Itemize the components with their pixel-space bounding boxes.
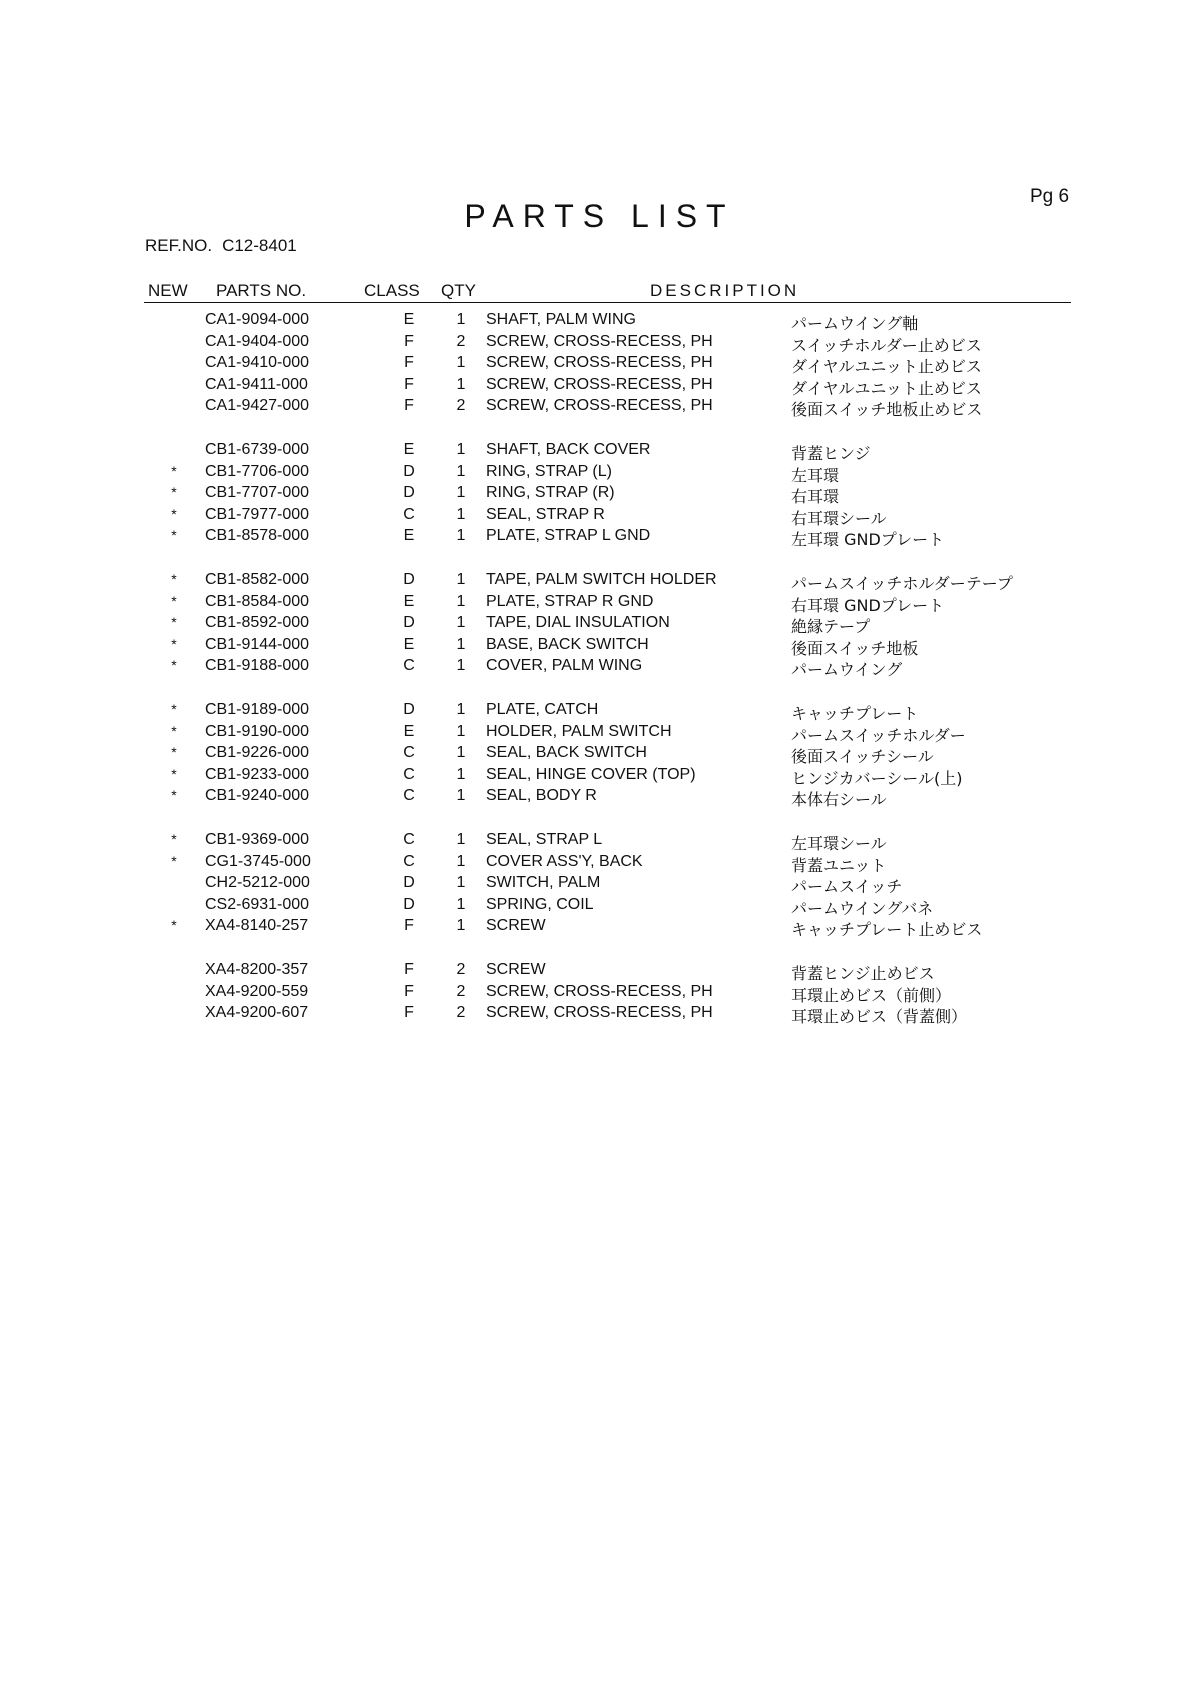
parts-number: CS2-6931-000 bbox=[205, 895, 310, 913]
parts-description-jp: キャッチプレート止めビス bbox=[791, 920, 983, 940]
ref-value: C12-8401 bbox=[222, 236, 297, 255]
parts-description: COVER, PALM WING bbox=[486, 657, 643, 675]
parts-qty: 1 bbox=[456, 787, 466, 805]
parts-number: CB1-9369-000 bbox=[205, 831, 310, 848]
parts-description-jp: 右耳環シール bbox=[791, 508, 887, 528]
header-qty: QTY bbox=[441, 281, 476, 300]
parts-description: RING, STRAP (R) bbox=[486, 484, 615, 502]
parts-number: CB1-8582-000 bbox=[205, 571, 310, 588]
parts-number: CA1-9427-000 bbox=[205, 397, 310, 415]
parts-description-jp: パームスイッチホルダー bbox=[791, 725, 966, 745]
parts-number: XA4-9200-559 bbox=[205, 982, 309, 1000]
parts-number: CA1-9404-000 bbox=[205, 332, 310, 350]
parts-class: F bbox=[404, 397, 414, 415]
new-marker: * bbox=[171, 744, 177, 761]
header-divider bbox=[144, 302, 1071, 303]
parts-description-jp: 後面スイッチ地板止めビス bbox=[791, 400, 983, 420]
new-marker: * bbox=[171, 852, 177, 869]
parts-description: TAPE, PALM SWITCH HOLDER bbox=[486, 571, 717, 588]
parts-description-jp: ダイヤルユニット止めビス bbox=[791, 378, 982, 398]
parts-description: SCREW, CROSS-RECESS, PH bbox=[486, 982, 713, 1000]
parts-description-jp: キャッチプレート bbox=[791, 704, 919, 723]
parts-description-jp: パームウイング bbox=[791, 660, 903, 680]
table-row bbox=[0, 657, 1199, 679]
table-row bbox=[0, 636, 1199, 658]
parts-qty: 2 bbox=[456, 397, 466, 415]
parts-number: CA1-9094-000 bbox=[205, 311, 310, 328]
table-row bbox=[0, 831, 1199, 853]
parts-description: SHAFT, BACK COVER bbox=[486, 441, 651, 458]
table-row bbox=[0, 744, 1199, 766]
parts-class: F bbox=[404, 354, 414, 372]
parts-description-jp: パームウイング軸 bbox=[791, 314, 919, 333]
parts-description: SCREW, CROSS-RECESS, PH bbox=[486, 397, 713, 415]
parts-number: CB1-8584-000 bbox=[205, 592, 310, 610]
table-row bbox=[0, 376, 1199, 398]
parts-description: SCREW bbox=[486, 961, 546, 978]
table-row bbox=[0, 896, 1199, 918]
parts-qty: 1 bbox=[456, 744, 466, 762]
parts-qty: 1 bbox=[456, 571, 466, 588]
new-marker: * bbox=[171, 592, 177, 609]
parts-qty: 1 bbox=[456, 505, 466, 523]
table-row bbox=[0, 484, 1199, 506]
page-number: Pg 6 bbox=[1030, 186, 1070, 207]
table-row bbox=[0, 593, 1199, 615]
parts-number: CB1-7706-000 bbox=[205, 462, 310, 480]
parts-description: COVER ASS'Y, BACK bbox=[486, 852, 643, 870]
parts-description-jp: 後面スイッチシール bbox=[791, 747, 934, 767]
parts-description: SWITCH, PALM bbox=[486, 874, 601, 892]
parts-description-jp: 右耳環 bbox=[791, 487, 840, 507]
parts-qty: 1 bbox=[456, 722, 466, 740]
parts-number: CB1-7707-000 bbox=[205, 484, 310, 502]
parts-qty: 2 bbox=[456, 961, 466, 978]
new-marker: * bbox=[171, 787, 177, 804]
table-row bbox=[0, 1004, 1199, 1026]
parts-class: E bbox=[403, 635, 415, 653]
parts-description: HOLDER, PALM SWITCH bbox=[486, 722, 672, 740]
table-row bbox=[0, 354, 1199, 376]
parts-qty: 1 bbox=[456, 852, 466, 870]
parts-description: SPRING, COIL bbox=[486, 895, 594, 913]
parts-description-jp: 左耳環 bbox=[791, 465, 840, 485]
table-row bbox=[0, 787, 1199, 809]
parts-description: PLATE, CATCH bbox=[486, 701, 599, 718]
parts-description-jp: 耳環止めビス（前側） bbox=[791, 985, 952, 1005]
new-marker: * bbox=[171, 505, 177, 522]
ref-number bbox=[145, 236, 297, 256]
parts-qty: 1 bbox=[456, 895, 466, 913]
parts-class: F bbox=[404, 961, 414, 978]
parts-description-jp: 右耳環 GNDプレート bbox=[791, 595, 945, 615]
parts-description: SCREW, CROSS-RECESS, PH bbox=[486, 1004, 713, 1022]
parts-class: E bbox=[403, 592, 415, 610]
parts-description: PLATE, STRAP R GND bbox=[486, 592, 654, 610]
table-row bbox=[0, 463, 1199, 485]
table-row bbox=[0, 701, 1199, 723]
parts-class: E bbox=[403, 441, 415, 458]
parts-number: CB1-9233-000 bbox=[205, 765, 310, 783]
parts-description: SCREW, CROSS-RECESS, PH bbox=[486, 375, 713, 393]
parts-class: D bbox=[403, 701, 415, 718]
table-row bbox=[0, 333, 1199, 355]
parts-class: F bbox=[404, 917, 414, 935]
parts-description-jp: ヒンジカバーシール(上) bbox=[791, 768, 963, 788]
table-row bbox=[0, 853, 1199, 875]
new-marker: * bbox=[171, 722, 177, 739]
parts-description-jp: 背蓋ヒンジ止めビス bbox=[791, 964, 935, 983]
parts-number: CB1-9226-000 bbox=[205, 744, 310, 762]
table-row bbox=[0, 441, 1199, 463]
header-description: DESCRIPTION bbox=[650, 281, 800, 300]
new-marker: * bbox=[171, 917, 177, 934]
new-marker: * bbox=[171, 701, 177, 717]
parts-qty: 1 bbox=[456, 354, 466, 372]
parts-class: D bbox=[403, 571, 415, 588]
parts-class: C bbox=[403, 787, 415, 805]
table-row bbox=[0, 766, 1199, 788]
parts-description-jp: 背蓋ヒンジ bbox=[791, 444, 871, 463]
parts-description: SEAL, BACK SWITCH bbox=[486, 744, 647, 762]
parts-number: CA1-9411-000 bbox=[205, 375, 308, 393]
parts-qty: 1 bbox=[456, 484, 466, 502]
parts-qty: 1 bbox=[456, 917, 466, 935]
table-row bbox=[0, 311, 1199, 333]
page-title: PARTS LIST bbox=[464, 198, 735, 234]
parts-number: CB1-9189-000 bbox=[205, 701, 310, 718]
parts-number: XA4-8200-357 bbox=[205, 961, 309, 978]
parts-description-jp: パームスイッチホルダーテープ bbox=[791, 574, 1013, 593]
parts-number: CB1-8592-000 bbox=[205, 614, 310, 632]
parts-description-jp: 絶縁テープ bbox=[791, 617, 871, 637]
table-row bbox=[0, 961, 1199, 983]
parts-class: F bbox=[404, 1004, 414, 1022]
parts-qty: 1 bbox=[456, 657, 466, 675]
parts-description-jp: 左耳環 GNDプレート bbox=[791, 530, 945, 550]
new-marker: * bbox=[171, 635, 177, 652]
parts-description: RING, STRAP (L) bbox=[486, 462, 612, 480]
parts-qty: 2 bbox=[456, 982, 466, 1000]
header-class: CLASS bbox=[364, 281, 420, 300]
parts-description-jp: 耳環止めビス（背蓋側） bbox=[791, 1007, 968, 1027]
parts-number: XA4-9200-607 bbox=[205, 1004, 309, 1022]
parts-number: CB1-9144-000 bbox=[205, 635, 310, 653]
table-row bbox=[0, 527, 1199, 549]
new-marker: * bbox=[171, 657, 177, 674]
parts-class: F bbox=[404, 375, 414, 393]
parts-description-jp: 左耳環シール bbox=[791, 834, 887, 853]
parts-class: E bbox=[403, 527, 415, 545]
parts-class: D bbox=[403, 462, 415, 480]
parts-class: D bbox=[403, 874, 415, 892]
parts-description: SEAL, STRAP R bbox=[486, 505, 605, 523]
parts-description-jp: 背蓋ユニット bbox=[791, 855, 887, 875]
new-marker: * bbox=[171, 614, 177, 631]
table-row bbox=[0, 506, 1199, 528]
parts-number: CB1-8578-000 bbox=[205, 527, 310, 545]
parts-description: SHAFT, PALM WING bbox=[486, 311, 636, 328]
parts-number: CB1-9190-000 bbox=[205, 722, 310, 740]
parts-description: TAPE, DIAL INSULATION bbox=[486, 614, 670, 632]
parts-qty: 1 bbox=[456, 441, 466, 458]
parts-qty: 1 bbox=[456, 765, 466, 783]
parts-description-jp: スイッチホルダー止めビス bbox=[791, 335, 982, 355]
parts-description: SEAL, BODY R bbox=[486, 787, 597, 805]
parts-description-jp: 本体右シール bbox=[791, 790, 887, 810]
table-row bbox=[0, 571, 1199, 593]
parts-qty: 1 bbox=[456, 311, 466, 328]
parts-number: CH2-5212-000 bbox=[205, 874, 310, 892]
table-row bbox=[0, 614, 1199, 636]
new-marker: * bbox=[171, 571, 177, 587]
parts-class: E bbox=[403, 722, 415, 740]
parts-class: C bbox=[403, 765, 415, 783]
parts-qty: 1 bbox=[456, 592, 466, 610]
parts-number: CG1-3745-000 bbox=[205, 852, 311, 870]
parts-class: C bbox=[403, 744, 415, 762]
parts-qty: 1 bbox=[456, 701, 466, 718]
ref-label: REF.NO. bbox=[145, 236, 213, 255]
parts-number: CB1-7977-000 bbox=[205, 505, 310, 523]
parts-qty: 1 bbox=[456, 375, 466, 393]
parts-qty: 1 bbox=[456, 874, 466, 892]
table-row bbox=[0, 983, 1199, 1005]
parts-description: PLATE, STRAP L GND bbox=[486, 527, 651, 545]
parts-class: D bbox=[403, 895, 415, 913]
parts-description-jp: ダイヤルユニット止めビス bbox=[791, 357, 982, 377]
parts-number: CA1-9410-000 bbox=[205, 354, 310, 372]
parts-class: E bbox=[403, 311, 415, 328]
parts-number: CB1-6739-000 bbox=[205, 441, 310, 458]
parts-description: SCREW, CROSS-RECESS, PH bbox=[486, 332, 713, 350]
new-marker: * bbox=[171, 765, 177, 782]
table-row bbox=[0, 723, 1199, 745]
parts-qty: 2 bbox=[456, 332, 466, 350]
parts-description: SEAL, STRAP L bbox=[486, 831, 603, 848]
parts-number: XA4-8140-257 bbox=[205, 917, 309, 935]
parts-class: D bbox=[403, 614, 415, 632]
table-row bbox=[0, 874, 1199, 896]
parts-description: BASE, BACK SWITCH bbox=[486, 635, 649, 653]
new-marker: * bbox=[171, 527, 177, 544]
parts-description: SCREW, CROSS-RECESS, PH bbox=[486, 354, 713, 372]
parts-qty: 2 bbox=[456, 1004, 466, 1022]
parts-class: F bbox=[404, 982, 414, 1000]
parts-description: SCREW bbox=[486, 917, 546, 935]
parts-qty: 1 bbox=[456, 635, 466, 653]
new-marker: * bbox=[171, 484, 177, 501]
parts-description: SEAL, HINGE COVER (TOP) bbox=[486, 765, 696, 783]
parts-description-jp: パームウイングバネ bbox=[791, 898, 934, 918]
new-marker: * bbox=[171, 462, 177, 479]
parts-number: CB1-9240-000 bbox=[205, 787, 310, 805]
parts-description-jp: 後面スイッチ地板 bbox=[791, 638, 919, 658]
parts-class: C bbox=[403, 505, 415, 523]
header-parts-no: PARTS NO. bbox=[216, 281, 307, 300]
parts-qty: 1 bbox=[456, 831, 466, 848]
parts-qty: 1 bbox=[456, 527, 466, 545]
parts-class: C bbox=[403, 831, 415, 848]
parts-class: C bbox=[403, 852, 415, 870]
parts-qty: 1 bbox=[456, 614, 466, 632]
header-new: NEW bbox=[148, 281, 188, 300]
new-marker: * bbox=[171, 831, 177, 847]
table-row bbox=[0, 397, 1199, 419]
table-row bbox=[0, 917, 1199, 939]
parts-class: D bbox=[403, 484, 415, 502]
parts-number: CB1-9188-000 bbox=[205, 657, 310, 675]
parts-description-jp: パームスイッチ bbox=[791, 877, 903, 897]
parts-class: C bbox=[403, 657, 415, 675]
parts-class: F bbox=[404, 332, 414, 350]
parts-qty: 1 bbox=[456, 462, 466, 480]
